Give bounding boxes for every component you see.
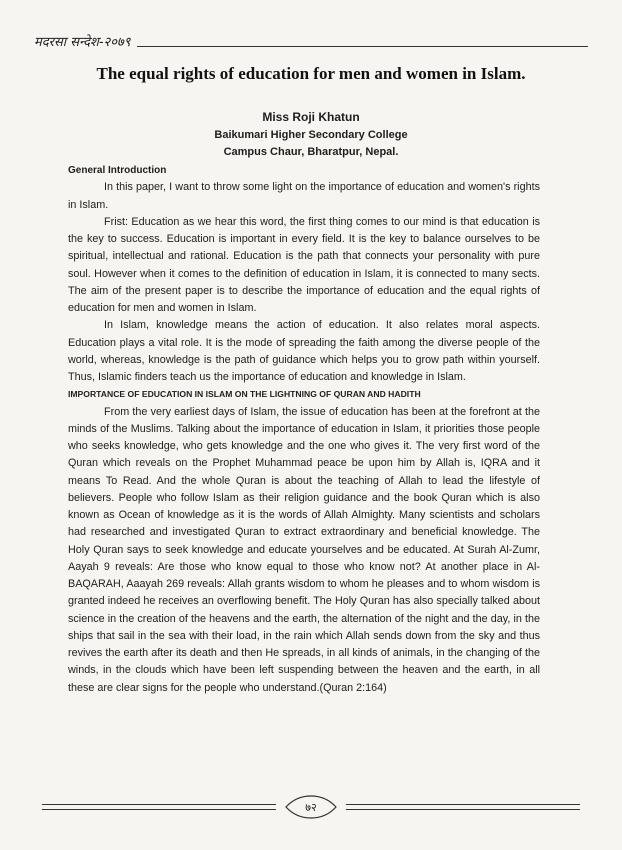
section-heading-importance: IMPORTANCE OF EDUCATION IN ISLAM ON THE LIGHTNING OF QURAN AND HADITH [68, 389, 421, 400]
section-heading-introduction: General Introduction [68, 165, 167, 176]
page-number: ७२ [305, 800, 317, 814]
page-footer [42, 795, 580, 819]
header-rule [137, 46, 588, 47]
running-header [34, 30, 588, 50]
page-number-badge [282, 795, 340, 819]
author-affiliation-address: Campus Chaur, Bharatpur, Nepal. [223, 146, 399, 158]
body-paragraph: In this paper, I want to throw some light on the importance of education and women's rights in Islam. [68, 181, 540, 211]
author-affiliation-college: Baikumari Higher Secondary College [214, 129, 408, 141]
article-body [68, 162, 540, 697]
footer-rule-right [346, 804, 580, 810]
journal-title: मदरसा सन्देश-२०७९ [34, 35, 131, 50]
author-name: Miss Roji Khatun [262, 110, 360, 124]
footer-rule-left [42, 804, 276, 810]
body-paragraph: In Islam, knowledge means the action of education. It also relates moral aspects. Education plays a vital role. It is the mode of spreading the faith among the diverse people of the world, whereas, knowledge is the path of guidance which helps you to grow path within yourself. Thus, Islamic finders teach us the importance of education and knowledge in Islam. [68, 319, 540, 383]
article-title: The equal rights of education for men and women in Islam. [96, 64, 526, 83]
body-paragraph: From the very earliest days of Islam, the issue of education has been at the forefront at the minds of the Muslims. Talking about the importance of education in Islam, it priorities those people who seeks knowledge, who gets knowledge and the one who gives it. The very first word of the Quran which reveals on the Prophet Muhammad peace be upon him by Allah is, IQRA and it means To Read. And the whole Quran is about the teaching of Allah to lead the lifestyle of believers. People who follow Islam as their religion guidance and the book Quran which is also known as Ocean of knowledge as it is the words of Allah Almighty. Many scientists and scholars had researched and investigated Quran to extract extraordinary and beneficial knowledge. The Holy Quran says to seek knowledge and educate yourselves and be educated. At Surah Al-Zumr, Aayah 9 reveals: Are those who know equal to those who know not? At another place in Al-BAQARAH, Aaayah 269 reveals: Allah grants wisdom to whom he pleases and to whom wisdom is granted indeed he receives an overflowing benefit. The Holy Quran has also specially talked about science in the creation of the heavens and the earth, the alternation of the night and the day, in the ships that sail in the sea with their load, in the rain which Allah sends down from the sky and thus revives the earth after its death and then He spreads, in all kinds of animals, in the changing of the winds, in the clouds which have been left suspending between the heaven and the earth, in all these are clear signs for the people who understand.(Quran 2:164) [68, 405, 540, 694]
body-paragraph: Frist: Education as we hear this word, the first thing comes to our mind is that education is the key to success. Education is important in every field. It is the key to balance ourselves to be spiritual, intellectual and rational. Education is the path that connects your personality with pure soul. However when it comes to the definition of education in Islam, it is connected to many sects. The aim of the present paper is to describe the importance of education and the equal rights of education for men and women in Islam. [68, 215, 540, 314]
